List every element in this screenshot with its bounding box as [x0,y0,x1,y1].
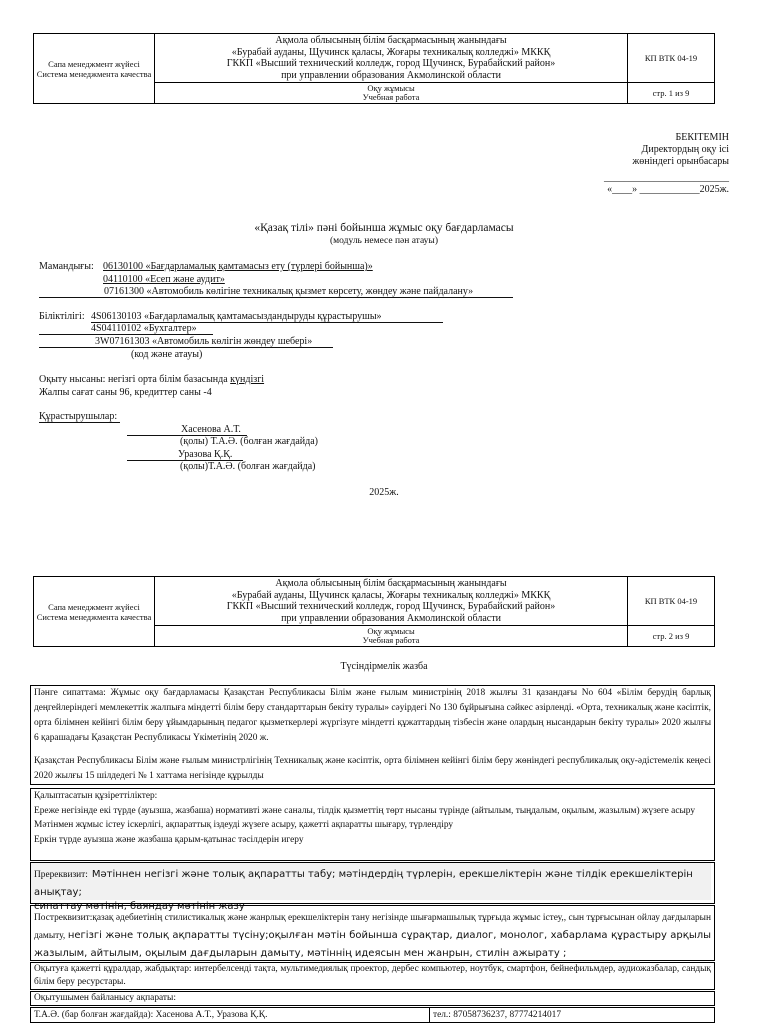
author-name: Хасенова А.Т. [181,424,241,435]
specialty-item: 04110100 «Есеп және аудит» [103,274,225,285]
work-type-kz: Оқу жұмысы [367,82,415,93]
work-type-ru: Учебная работа [362,92,420,102]
page-number: стр. 1 из 9 [628,83,715,104]
work-type [155,626,628,647]
qualification-item: 4S06130103 «Бағдарламалық қамтамасыздандыруды құрастырушы» [91,311,443,323]
page1-header [33,33,715,104]
page2-header [33,576,715,647]
specialty-item: 06130100 «Бағдарламалық қамтамасыз ету (түрлері бойынша)» [103,261,373,272]
page-number: стр. 2 из 9 [628,626,715,647]
prerequisite-content [31,863,711,900]
approval-line2: жөніндегі орынбасары [632,156,729,167]
postrequisite-box [30,905,715,961]
org-line: ГККП «Высший технический колледж, город Щучинск, Бурабайский район» [226,601,556,612]
qms-label: Сапа менеджмент жүйесі Система менеджмента качества [34,577,155,647]
org-line: при управлении образования Акмолинской области [281,612,501,624]
doc-code: КП ВТК 04-19 [628,577,715,626]
tools-box [30,962,715,990]
competency-item: Мәтінмен жұмыс істеу іскерлігі, ақпараттық іздеуді жүзеге асыру, қажетті ақпаратты шығару, түрлендіру [34,820,454,830]
study-form [39,374,264,386]
author-name: Уразова Қ.Қ. [178,449,233,460]
qualification-item: 3W07161303 «Автомобиль көлігін жөндеу шебері» [95,336,313,347]
approval-title: БЕКІТЕМІН [675,132,729,143]
qualification-note: (код және атауы) [131,349,203,360]
org-line: Ақмола облысының білім басқармасының жанындағы [275,35,507,46]
prerequisite-text2: сипаттау мәтінін, баяндау мәтінін жазу [34,901,245,912]
org-name [155,577,628,626]
postrequisite-text: Постреквизит:қазақ әдебиетінің стилистикалық және жанрлық ерекшеліктерін тану негізінде шығармашылық тұрғыда жұмыс істеу,, сын тұрғысынан ойлау дағдыларын дамыту, [34,913,711,941]
approval-line1: Директордың оқу ісі [641,144,729,155]
authors-label: Құрастырушылар: [39,411,120,423]
author-note: (қолы) Т.А.Ә. (болған жағдайда) [180,436,318,447]
description-paragraph: Пәнге сипаттама: Жұмыс оқу бағдарламасы Қазақстан Республикасы Білім және ғылым министрінің 2018 жылғы 31 қазандағы No 604 «Білім берудің барлық деңгейлеріндегі мемлекеттік жалпыға міндетті білім беру стандарттарын бекіту туралы» сәуірдегі No 130 бұйрығына сәйкес әзірленді. «Орта, техникалық және кәсіптік, орта білімнен кейінгі білім беру ұйымдарының педагог қызметкерлері жүргізуге міндетті құжаттардың тізбесін және олардың нысандарын бекіту туралы» 2020 жылғы 6 қарашадағы Қазақстан Республикасы Үкіметінің 2020 ж. [34,688,711,743]
specialty-item: 07161300 «Автомобиль көлігіне техникалық қызмет көрсету, жөндеу және пайдалану» [104,286,474,297]
contact-label-box [30,991,715,1006]
description-box [30,685,715,785]
year: 2025ж. [369,487,399,498]
org-line: «Бурабай ауданы, Щучинск қаласы, Жоғары техникалық колледжі» МККҚ [231,46,551,58]
contact-label: Оқытушымен байланысу ақпараты: [34,993,176,1003]
prerequisite-text: Мәтіннен негізгі және толық ақпаратты табу; мәтіндердің түрлерін, ерекшеліктерін және тілдік ерекшеліктерін анықтау; [34,869,693,898]
competency-item: Ереже негізінде екі түрде (ауызша, жазбаша) нормативті және саналы, тілдік қызметтің төрт нысаны түрінде (айтылым, тыңдалым, оқылым, жазылым) жүзеге асыру [34,806,696,816]
contact-name-box [30,1007,430,1023]
approval-block [469,132,729,196]
qualification-item: 4S04110102 «Бухгалтер» [91,323,197,334]
contact-phone: тел.: 87058736237, 87774214017 [433,1010,562,1020]
study-hours: Жалпы сағат саны 96, кредиттер саны -4 [39,387,212,398]
doc-code: КП ВТК 04-19 [628,34,715,83]
org-line: Ақмола облысының білім басқармасының жанындағы [275,578,507,589]
specialty-label: Мамандығы: [39,261,94,272]
org-line: «Бурабай ауданы, Щучинск қаласы, Жоғары техникалық колледжі» МККҚ [231,589,551,601]
prerequisite-box [30,862,715,912]
explanatory-note-title: Түсіндірмелік жазба [340,661,428,672]
postrequisite-text-2: негізгі және толық ақпаратты түсіну;оқылған мәтін бойынша сұрақтар, диалог, монолог, хабарлама құрастыру арқылы жазылым, айтылым, оқылым дағдыларын дамыту, мәтіннің идеясын мен жанрын, стилін ажырату ; [34,930,711,959]
prerequisite-label: Пререквизит: [34,870,88,880]
approval-date: «____» ____________2025ж. [607,184,729,195]
study-form-value: күндізгі [230,374,265,385]
study-form-label: Оқыту нысаны: негізгі орта білім базасында [39,374,231,385]
org-name [155,34,628,83]
signature-line: _________________________ [604,172,729,183]
qualification-label: Біліктілігі: [39,311,85,322]
contact-phone-box [429,1007,715,1023]
work-type-kz: Оқу жұмысы [367,625,415,636]
contact-name: Т.А.Ә. (бар болған жағдайда): Хасенова А.Т., Уразова Қ.Қ. [34,1010,268,1020]
program-title: «Қазақ тілі» пәні бойынша жұмыс оқу бағдарламасы [254,222,514,234]
competencies-box [30,788,715,861]
tools-text: Оқытуға қажетті құралдар, жабдықтар: интербелсенді тақта, мультимедиялық проектор, дербес компьютер, ноутбук, смартфон, бейнефильмдер, аудиожазбалар, сандық білім беру ресурстары. [34,964,711,987]
competencies-title: Қалыптасатын құзіреттіліктер: [34,791,158,801]
work-type-ru: Учебная работа [362,635,420,645]
description-paragraph: Қазақстан Республикасы Білім және ғылым министрлігінің Техникалық және кәсіптік, орта білімнен кейінгі білім беру жөніндегі республикалық оқу-әдістемелік кеңесі 2020 жылғы 15 шілдедегі № 1 хаттама негізінде құрылды [34,756,711,781]
work-type [155,83,628,104]
competency-item: Еркін түрде ауызша және жазбаша қарым-қатынас тәсілдерін игеру [34,835,304,845]
org-line: при управлении образования Акмолинской области [281,69,501,81]
qms-label: Сапа менеджмент жүйесі Система менеджмента качества [34,34,155,104]
org-line: ГККП «Высший технический колледж, город Щучинск, Бурабайский район» [226,58,556,69]
program-subtitle: (модуль немесе пән атауы) [330,236,438,246]
postrequisite-content [31,906,714,962]
author-note: (қолы)Т.А.Ә. (болған жағдайда) [180,461,316,472]
